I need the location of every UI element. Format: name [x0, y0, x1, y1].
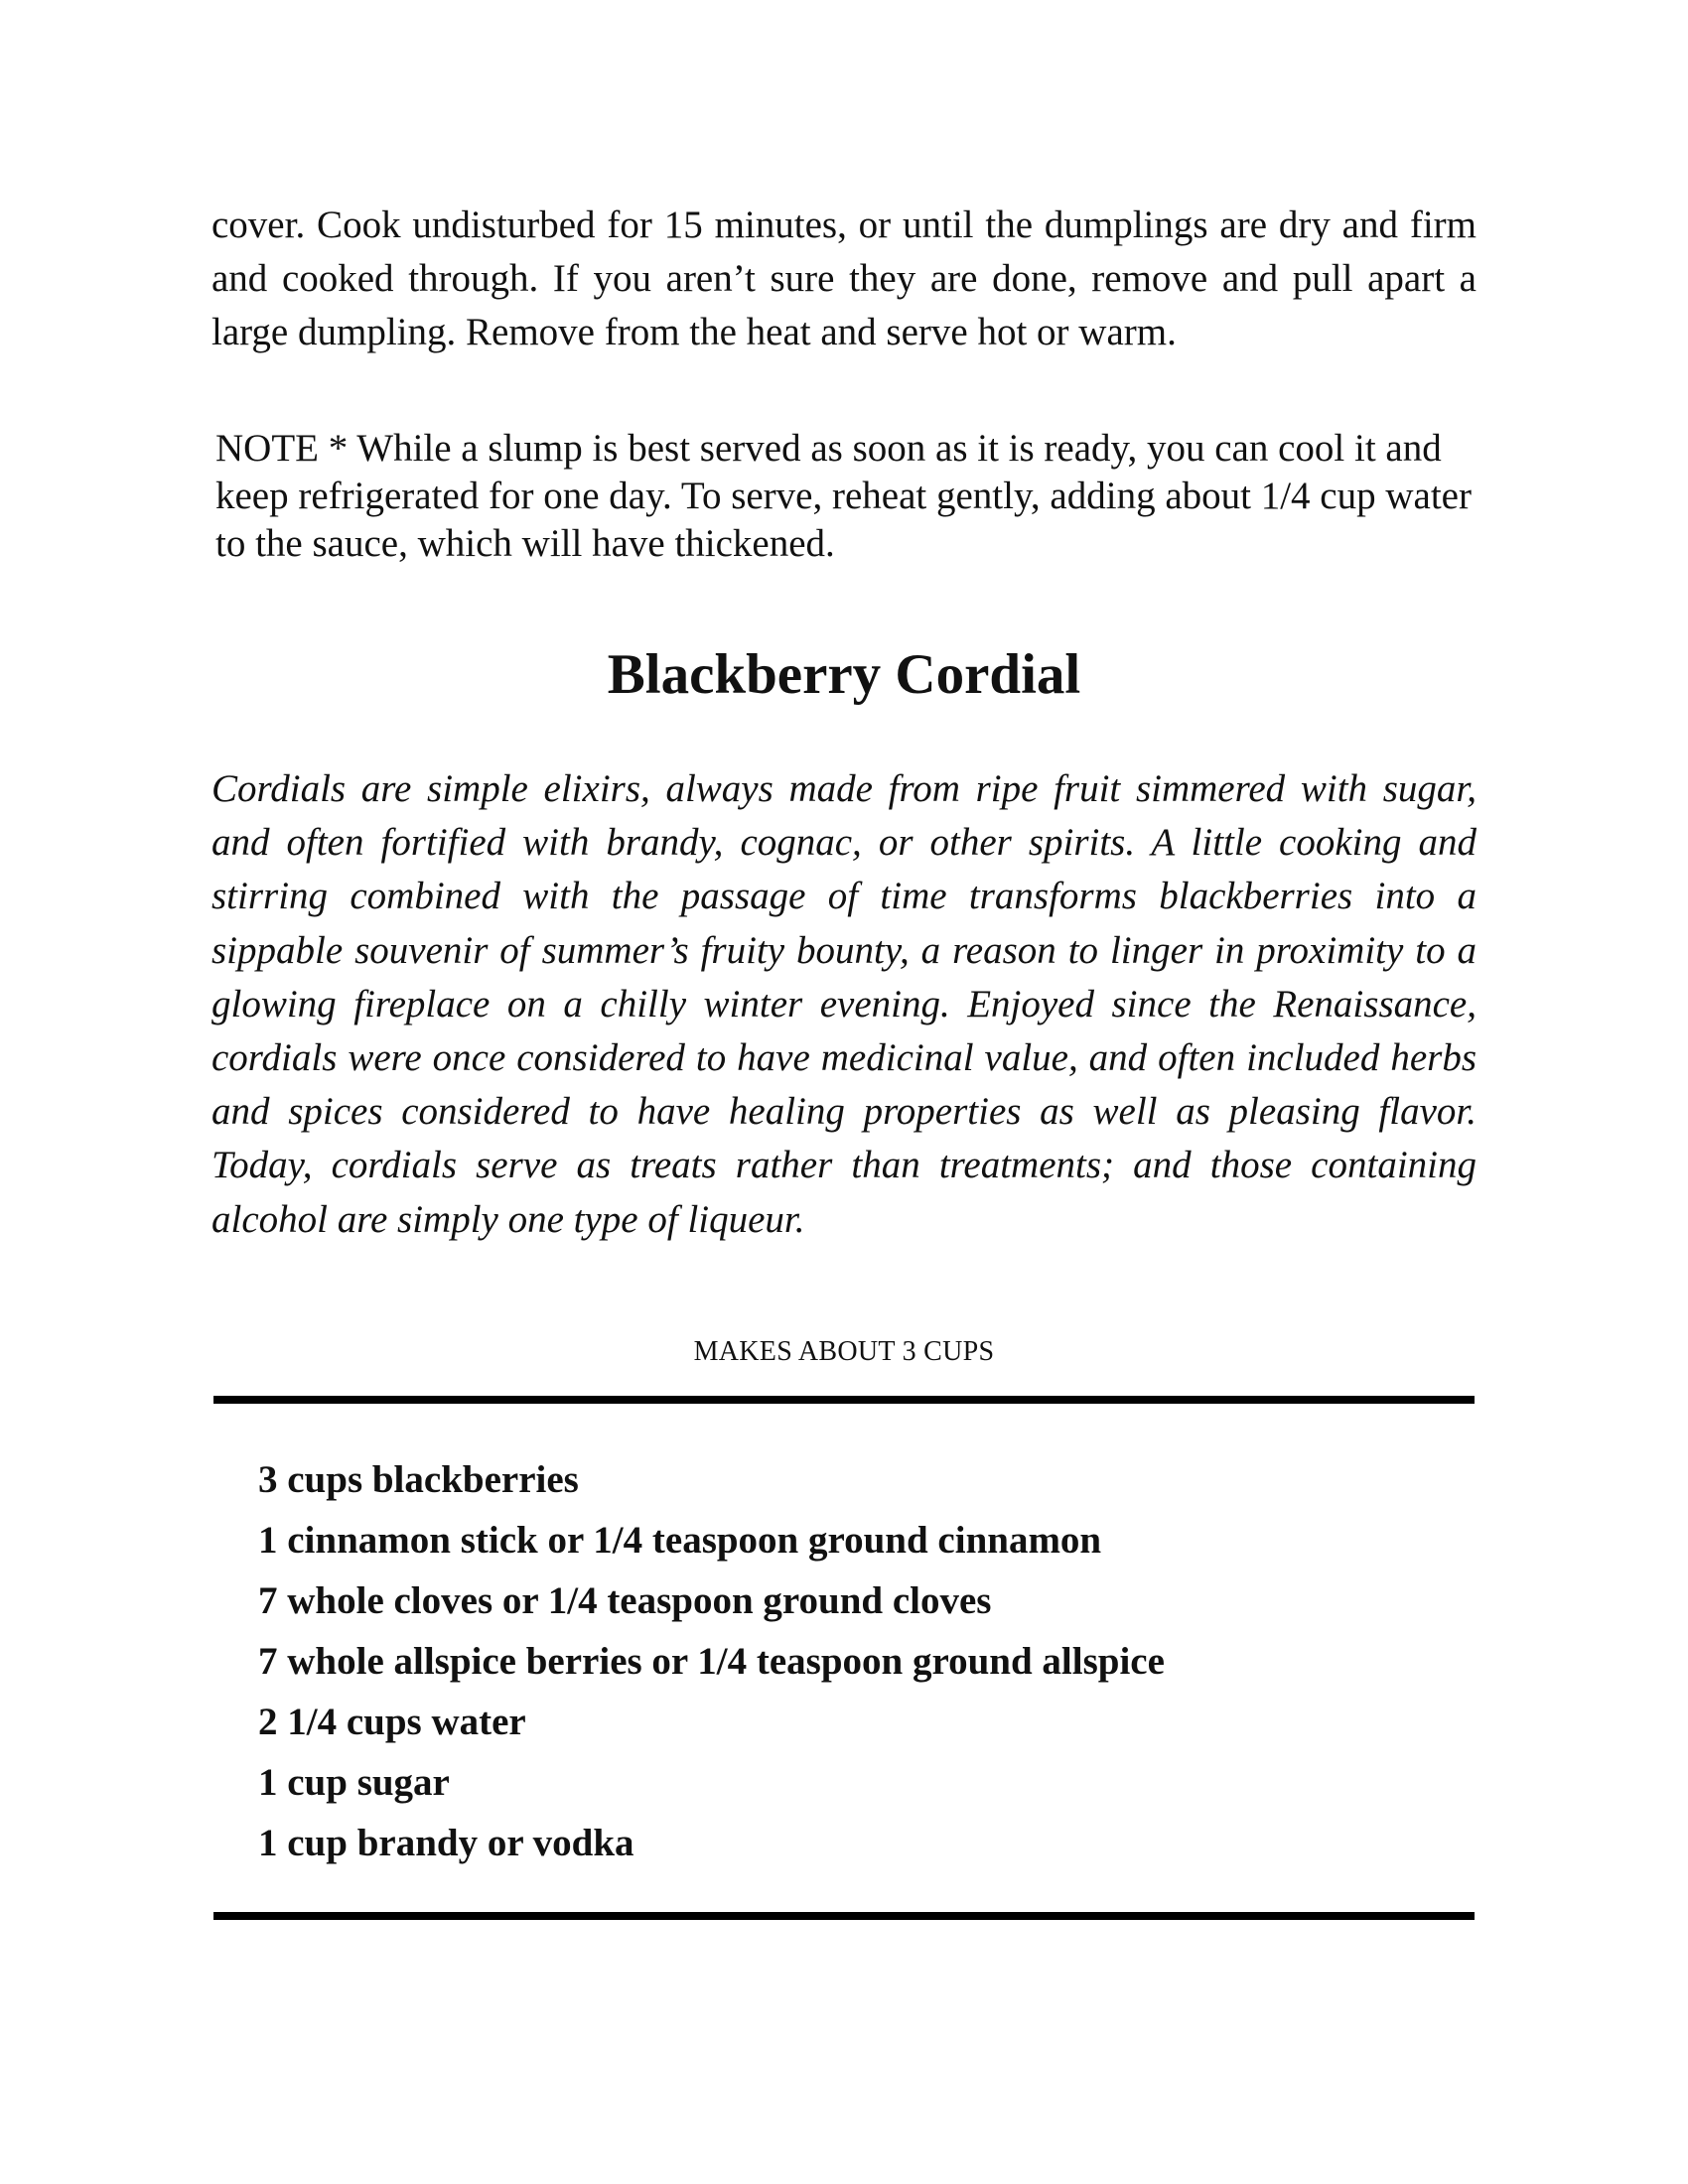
ingredients-top-rule	[213, 1396, 1475, 1404]
ingredient-item: 1 cup sugar	[258, 1761, 450, 1804]
ingredient-item: 1 cinnamon stick or 1/4 teaspoon ground cinnamon	[258, 1519, 1102, 1562]
ingredient-item: 7 whole cloves or 1/4 teaspoon ground cloves	[258, 1579, 992, 1622]
recipe-yield: MAKES ABOUT 3 CUPS	[693, 1336, 995, 1367]
ingredient-item: 2 1/4 cups water	[258, 1701, 526, 1743]
ingredients-bottom-rule	[213, 1912, 1475, 1920]
ingredient-item: 7 whole allspice berries or 1/4 teaspoon ground allspice	[258, 1640, 1165, 1683]
ingredient-item: 1 cup brandy or vodka	[258, 1822, 634, 1864]
previous-recipe-continuation: cover. Cook undisturbed for 15 minutes, or until the dumplings are dry and firm and cooked through. If you aren’t sure they are done, remove and pull apart a large dumpling. Remove from the heat and serve hot or warm.	[211, 204, 1477, 353]
ingredient-item: 3 cups blackberries	[258, 1458, 579, 1501]
recipe-note: NOTE * While a slump is best served as soon as it is ready, you can cool it and keep refrigerated for one day. To serve, reheat gently, adding about 1/4 cup water to the sauce, which will have thickened.	[215, 427, 1472, 565]
recipe-introduction: Cordials are simple elixirs, always made from ripe fruit simmered with sugar, and often fortified with brandy, cognac, or other spirits. A little cooking and stirring combined with the passage of time transforms blackberries into a sippable souvenir of summer’s fruity bounty, a reason to linger in proximity to a glowing fireplace on a chilly winter evening. Enjoyed since the Renaissance, cordials were once considered to have medicinal value, and often included herbs and spices considered to have healing properties as well as pleasing flavor. Today, cordials serve as treats rather than treatments; and those containing alcohol are simply one type of liqueur.	[211, 767, 1477, 1241]
recipe-title: Blackberry Cordial	[607, 643, 1081, 706]
ingredient-list	[258, 1449, 1165, 1873]
